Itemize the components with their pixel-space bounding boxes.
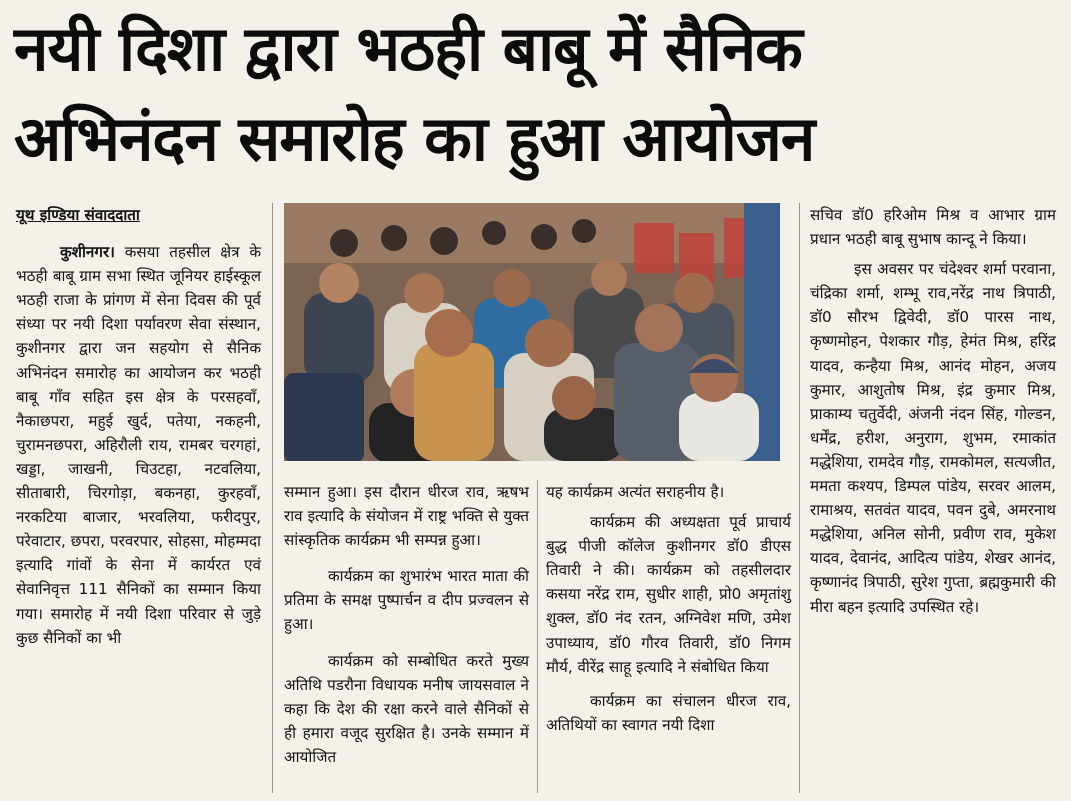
paragraph: कार्यक्रम को सम्बोधित करते मुख्य अतिथि पडरौना विधायक मनीष जायसवाल ने कहा कि देश की रक्षा करने वाले सैनिकों से ही हमारा वजूद सुरक्षित है। उनके सम्मान में आयोजित [284,651,529,766]
article-column-3 [546,480,791,737]
event-photo [284,203,780,461]
article-column-2 [284,480,529,769]
paragraph: सचिव डॉ0 हरिओम मिश्र व आभार ग्राम प्रधान भठही बाबू सुभाष कान्दू ने किया। [810,206,1056,249]
column-divider [537,480,538,793]
headline-line-2: अभिनंदन समारोह का हुआ आयोजन [14,102,815,175]
audience-photo-illustration [284,203,780,461]
paragraph: इस अवसर पर चंदेश्वर शर्मा परवाना, चंद्रिका शर्मा, शम्भू राव,नरेंद्र नाथ त्रिपाठी, डॉ0 सौरभ द्विवेदी, डॉ0 पारस नाथ, कृष्णमोहन, पेशकार गौड़, हेमंत मिश्र, हरिंद्र यादव, कन्हैया मिश्र, आनंद मोहन, अजय कुमार, आशुतोष मिश्र, इंद्र कुमार मिश्र, प्राकाम्य चतुर्वेदी, अंजनी नंदन सिंह, गोल्डन, धर्मेंद्र, हरीश, अनुराग, शुभम, रमाकांत मद्धेशिया, रामदेव गौड़, रामकोमल, सत्यजीत, ममता कश्यप, डिम्पल पांडेय, सरवर आलम, रामाश्रय, सतवंत यादव, पवन दुबे, अमरनाथ मद्धेशिया, अनिल सोनी, प्रवीण राव, मुकेश यादव, देवानंद, आदित्य पांडेय, शेखर आनंद, कृष्णानंद त्रिपाठी, सुरेश गुप्ता, ब्रह्मकुमारी की मीरा बहन इत्यादि उपस्थित रहे। [810,260,1056,616]
paragraph: सम्मान हुआ। इस दौरान धीरज राव, ऋषभ राव इत्यादि के संयोजन में राष्ट्र भक्ति से युक्त सांस्कृतिक कार्यक्रम भी सम्पन्न हुआ। [284,483,529,550]
column-divider [272,203,273,793]
column-divider [799,203,800,793]
article-column-1 [16,203,261,650]
dateline: कुशीनगर। [60,243,115,262]
lead-paragraph [16,240,261,650]
paragraph: कार्यक्रम की अध्यक्षता पूर्व प्राचार्य बुद्ध पीजी कॉलेज कुशीनगर डॉ0 डीएस तिवारी ने की। कार्यक्रम को तहसीलदार कसया नरेंद्र राम, सुधीर शाही, प्रो0 अमृतांशु शुक्ल, डॉ0 नंद रतन, अग्निवेश मणि, उमेश उपाध्याय, डॉ0 गौरव तिवारी, डॉ0 निगम मौर्य, वीरेंद्र साहू इत्यादि ने संबोधित किया [546,513,791,676]
byline: यूथ इण्डिया संवाददाता [16,206,140,224]
paragraph: कार्यक्रम का शुभारंभ भारत माता की प्रतिमा के समक्ष पुष्पार्चन व दीप प्रज्वलन से हुआ। [284,567,529,634]
lead-text: कसया तहसील क्षेत्र के भठही बाबू ग्राम सभा स्थित जूनियर हाईस्कूल भठही राजा के प्रांगण में सेना दिवस की पूर्व संध्या पर नयी दिशा पर्यावरण सेवा संस्थान, कुशीनगर द्वारा जन सहयोग से सैनिक अभिनंदन समारोह का आयोजन कर भठही बाबू गाँव सहित इस क्षेत्र के परसहवाँ, नैकाछपरा, महुई खुर्द, पतेया, नकहनी, चुरामनछपरा, अहिरौली राय, रामबर चरगहां, खड्डा, जाखनी, चिउटहा, नटवलिया, सीताबारी, चिरगोड़ा, बकनहा, कुरहवाँ, नरकटिया बाजार, भरवलिया, फरीदपुर, परेवाटार, छपरा, परवरपार, सोहसा, मोहम्मदा इत्यादि गांवों के सेना में कार्यरत एवं सेवानिवृत्त 111 सैनिकों का सम्मान किया गया। समारोह में नयी दिशा परिवार से जुड़े कुछ सैनिकों का भी [16,243,261,647]
article-column-4 [810,203,1056,619]
headline-line-1: नयी दिशा द्वारा भठही बाबू में सैनिक [14,12,802,85]
paragraph: कार्यक्रम का संचालन धीरज राव, अतिथियों का स्वागत नयी दिशा [546,691,791,734]
paragraph: यह कार्यक्रम अत्यंत सराहनीय है। [546,483,725,501]
headline [14,4,1060,184]
